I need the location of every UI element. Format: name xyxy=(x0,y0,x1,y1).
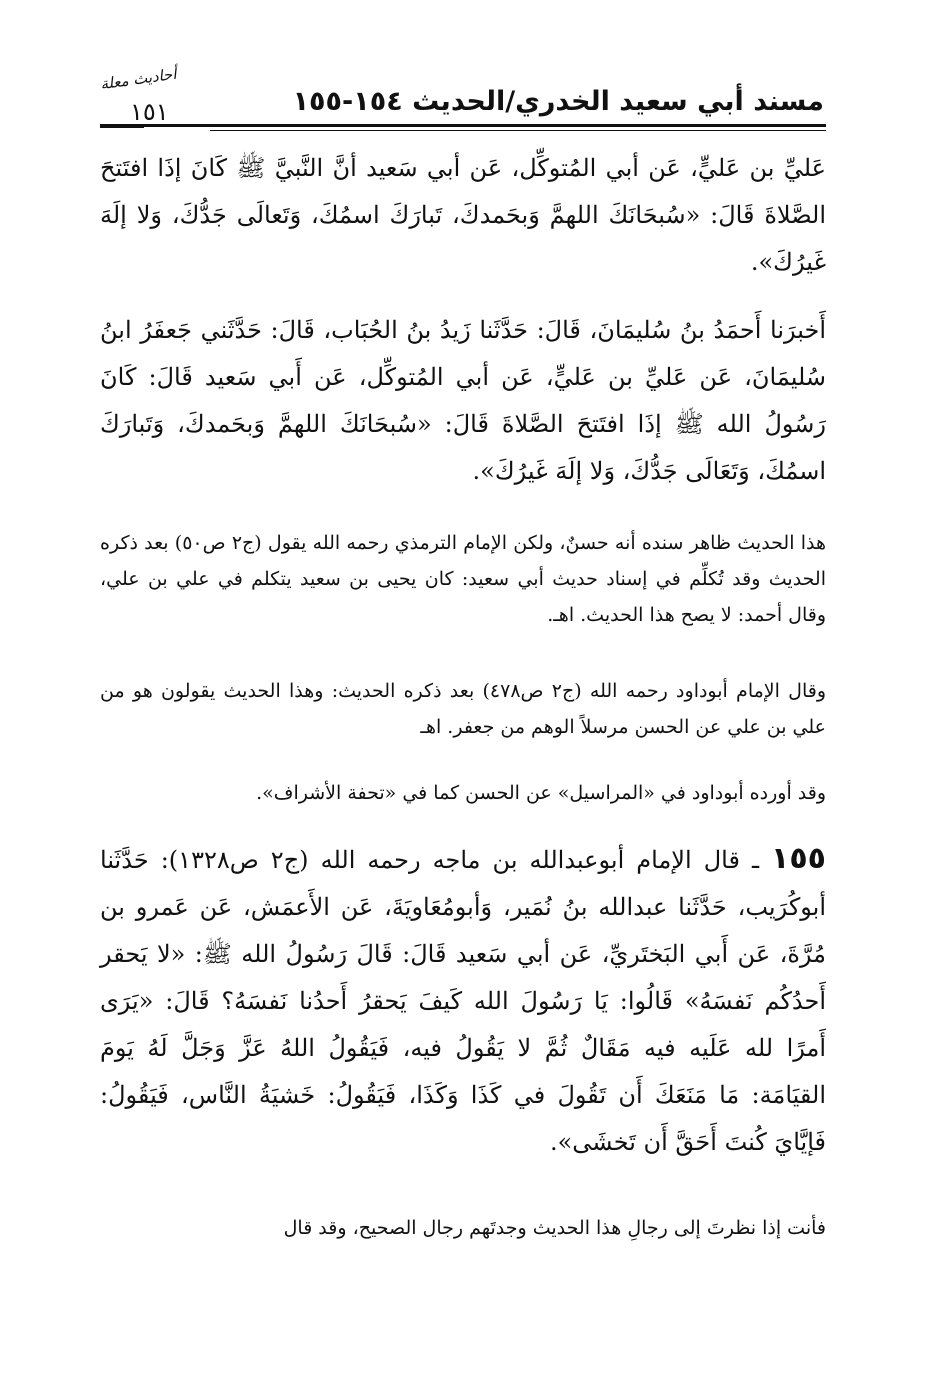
paragraph: فأنت إذا نظرتَ إلى رجالِ هذا الحديث وجدتَهم رجال الصحيح، وقد قال xyxy=(283,1217,826,1239)
commentary-tirmidhi xyxy=(100,525,826,633)
header-rule xyxy=(100,124,826,127)
page-number: ١٥١ xyxy=(130,98,169,126)
paragraph: أَخبرَنا أَحمَدُ بنُ سُليمَانَ، قَالَ: حَدَّثَنا زَيدُ بنُ الحُبَاب، قَالَ: حَدَّثَني جَعفَرُ ابنُ سُليمَانَ، عَن عَليِّ بن عَليٍّ، عَن أبي المُتوكِّل، عَن أَبي سَعيد قَالَ: كَانَ رَسُولُ الله ﷺ إذَا افتَتحَ الصَّلاةَ قَالَ: «سُبحَانَكَ اللهمَّ وَبحَمدكَ، وَتَبارَكَ اسمُكَ، وَتَعَالَى جَدُّكَ، وَلا إلَهَ غَيرُكَ». xyxy=(100,316,826,485)
commentary-abu-dawud xyxy=(100,673,826,745)
hadith-text: ـ قال الإمام أبوعبدالله بن ماجه رحمه الله (ج٢ ص١٣٢٨): حَدَّثَنا أبوكُرَيب، حَدَّثَنا عبدالله بنُ نُمَير، وَأبومُعَاويَةَ، عَن الأَعمَش، عَن عَمرو بن مُرَّةَ، عَن أَبي البَختَريِّ، عَن أبي سَعيد قَالَ: قَالَ رَسُولُ الله ﷺ: «لا يَحقر أَحدُكُم نَفسَهُ» قَالُوا: يَا رَسُولَ الله كَيفَ يَحقرُ أَحدُنا نَفسَهُ؟ قَالَ: «يَرَى أَمرًا لله عَلَيه فيه مَقَالٌ ثُمَّ لا يَقُولُ فيه، فَيَقُولُ اللهُ عَزَّ وَجَلَّ لَهُ يَومَ القيَامَة: مَا مَنَعَكَ أَن تَقُولَ في كَذَا وَكَذَا، فَيَقُولُ: خَشيَةُ النَّاس، فَيَقُولُ: فَإيَّايَ كُنتَ أَحَقَّ أَن تَخشَى». xyxy=(100,846,826,1156)
commentary-marasil xyxy=(100,775,826,811)
commentary-narrators xyxy=(100,1210,826,1246)
paragraph: وقال الإمام أبوداود رحمه الله (ج٢ ص٤٧٨) بعد ذكره الحديث: وهذا الحديث يقولون هو من علي بن علي عن الحسن مرسلاً الوهم من جعفر. اهـ xyxy=(100,680,827,738)
paragraph xyxy=(100,835,826,1166)
running-header: مسند أبي سعيد الخدري/الحديث ١٥٤-١٥٥ xyxy=(292,86,824,117)
hadith-155 xyxy=(100,835,826,1166)
paragraph: هذا الحديث ظاهر سنده أنه حسنٌ، ولكن الإمام الترمذي رحمه الله يقول (ج٢ ص٥٠) بعد ذكره الحديث وقد تُكلِّم في إسناد حديث أبي سعيد: كان يحيى بن سعيد يتكلم في علي بن علي، وقال أحمد: لا يصح هذا الحديث. اهـ. xyxy=(100,532,826,626)
paragraph: عَليِّ بن عَليٍّ، عَن أبي المُتوكِّل، عَن أبي سَعيد أنَّ النَّبيَّ ﷺ كَانَ إذَا افتَتحَ الصَّلاةَ قَالَ: «سُبحَانَكَ اللهمَّ وَبحَمدكَ، تَبارَكَ اسمُكَ، وَتَعالَى جَدُّكَ، وَلا إلَهَ غَيرُكَ». xyxy=(100,154,826,276)
paragraph: وقد أورده أبوداود في «المراسيل» عن الحسن كما في «تحفة الأشراف». xyxy=(256,782,826,804)
series-title: أحاديث معلة xyxy=(99,64,178,94)
hadith-number: ١٥٥ xyxy=(771,841,826,876)
hadith-154-second-chain xyxy=(100,307,826,495)
hadith-154-continuation xyxy=(100,145,826,286)
